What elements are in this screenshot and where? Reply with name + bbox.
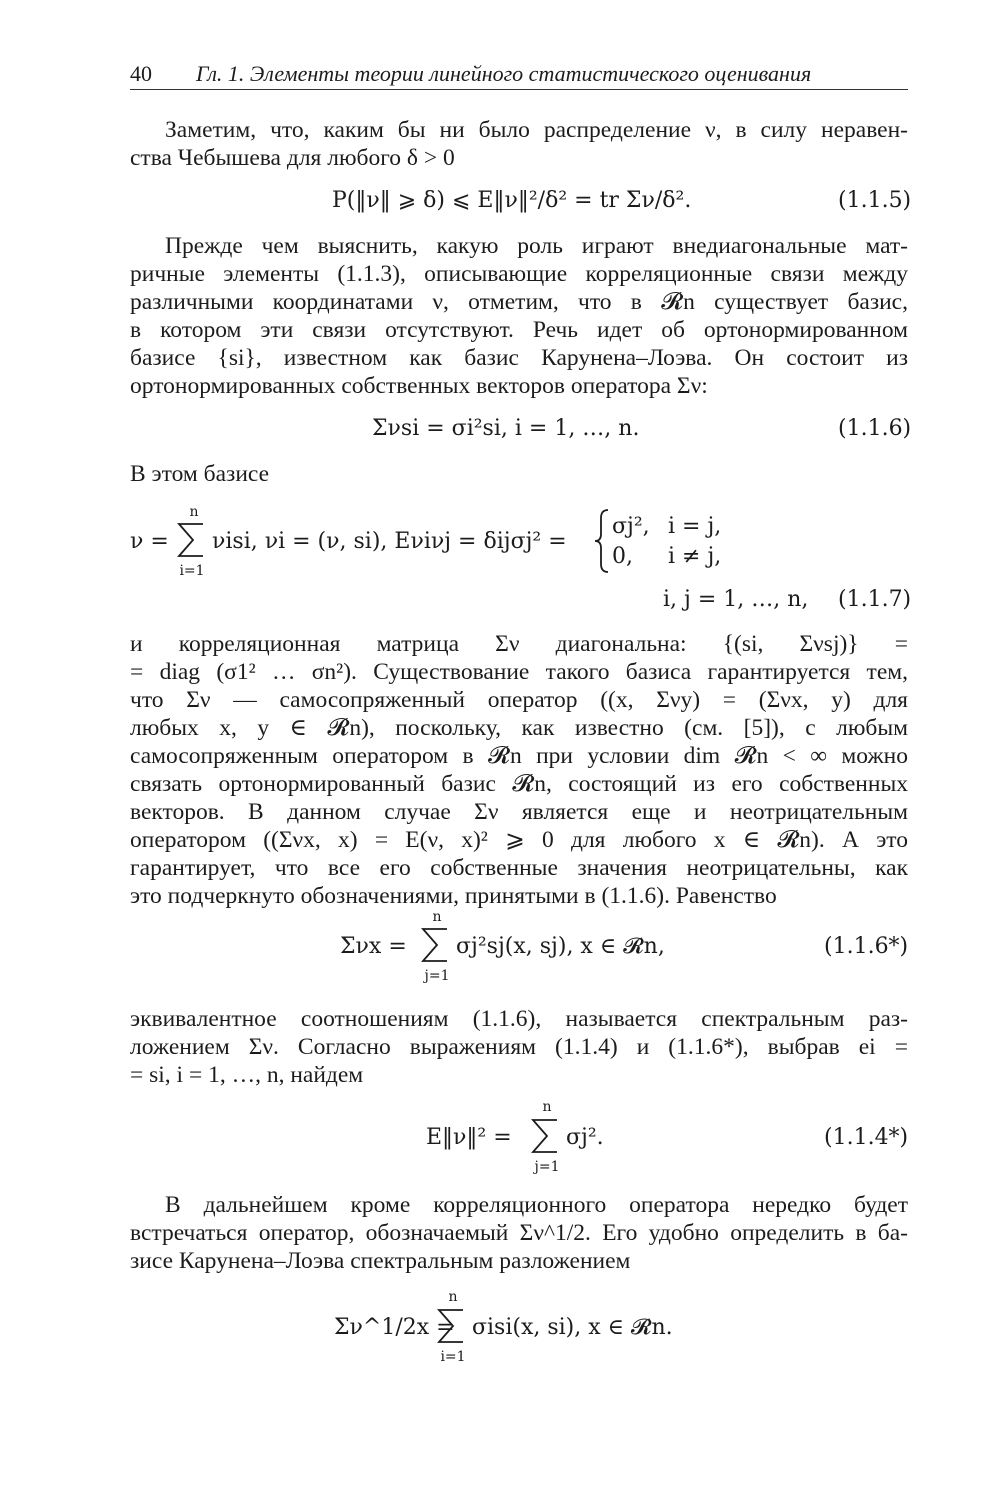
text-line: ложением Σν. Согласно выражениям (1.1.4) и (1.1.6*), выбрав ei = [130, 1034, 908, 1060]
sum-lower-limit: j=1 [424, 968, 450, 984]
text-line: В дальнейшем кроме корреляционного оператора нередко будет [165, 1192, 908, 1218]
text-line: векторов. В данном случае Σν является еще и неотрицательным [130, 799, 908, 825]
sum-sign-icon [176, 521, 206, 559]
text-line: оператором ((Σνx, x) = E(ν, x)² ⩾ 0 для любого x ∈ 𝓡n). А это [130, 827, 908, 853]
sum-sign-icon [420, 926, 450, 964]
text-line: зисе Карунена–Лоэва спектральным разложением [130, 1248, 631, 1274]
sum-sign-icon [436, 1307, 466, 1345]
sum-upper-limit: n [448, 1289, 458, 1305]
running-header: Гл. 1. Элементы теории линейного статистического оценивания [196, 61, 812, 86]
equation-number: (1.1.6*) [824, 934, 909, 959]
equation-lhs: Σνx = [340, 934, 407, 959]
equation-number: (1.1.7) [838, 587, 912, 612]
page-number: 40 [130, 61, 152, 86]
case-value: 0, [612, 544, 633, 569]
text-line: базисе {si}, известном как базис Карунена–Лоэва. Он состоит из [130, 345, 908, 371]
equation-1-1-7: νisi, νi = (ν, si), Eνiνj = δijσj² = [212, 529, 567, 554]
case-condition: i = j, [668, 514, 722, 539]
text-line: что Σν — самосопряженный оператор ((x, Σνy) = (Σνx, y) для [130, 687, 908, 713]
text-line: В этом базисе [130, 461, 270, 487]
sum-upper-limit: n [432, 909, 442, 925]
text-line: различными координатами ν, отметим, что в 𝓡n существует базис, [130, 289, 908, 315]
case-condition: i ≠ j, [668, 544, 722, 569]
sum-lower-limit: i=1 [440, 1349, 466, 1365]
equation-1-1-5: P(‖ν‖ ⩾ δ) ⩽ E‖ν‖²/δ² = tr Σν/δ². [332, 188, 692, 213]
sum-lower-limit: j=1 [534, 1159, 560, 1175]
text-line: и корреляционная матрица Σν диагональна: {(si, Σνsj)} = [130, 631, 908, 657]
header-rule [130, 89, 908, 90]
sum-lower-limit: i=1 [179, 563, 205, 579]
text-line: = diag (σ1² … σn²). Существование такого базиса гарантируется тем, [130, 659, 908, 685]
text-line: самосопряженным оператором в 𝓡n при условии dim 𝓡n < ∞ можно [130, 743, 908, 769]
text-line: связать ортонормированный базис 𝓡n, состоящий из его собственных [130, 771, 908, 797]
equation-1-1-6: Σνsi = σi²si, i = 1, …, n. [372, 416, 640, 441]
sum-upper-limit: n [542, 1099, 552, 1115]
equation-lhs: ν = [130, 529, 169, 554]
text-line: ричные элементы (1.1.3), описывающие корреляционные связи между [130, 261, 908, 287]
equation-tail: i, j = 1, …, n, [663, 587, 809, 612]
text-line: Заметим, что, каким бы ни было распределение ν, в силу неравен- [165, 117, 908, 143]
equation-lhs: Σν^1/2x = [334, 1315, 455, 1340]
text-line: ортонормированных собственных векторов оператора Σν: [130, 373, 708, 399]
text-line: ства Чебышева для любого δ > 0 [130, 145, 455, 171]
equation-1-1-6-star: σj²sj(x, sj), x ∈ 𝓡n, [456, 934, 665, 959]
sum-upper-limit: n [189, 504, 199, 520]
text-line: эквивалентное соотношениям (1.1.6), называется спектральным раз- [130, 1006, 908, 1032]
equation-final: σisi(x, si), x ∈ 𝓡n. [472, 1315, 673, 1340]
equation-1-1-4-star: σj². [566, 1125, 604, 1150]
text-line: гарантирует, что все его собственные значения неотрицательны, как [130, 855, 908, 881]
text-line: = si, i = 1, …, n, найдем [130, 1062, 364, 1088]
curly-brace-icon [593, 508, 611, 574]
sum-sign-icon [530, 1117, 560, 1155]
text-line: это подчеркнуто обозначениями, принятыми в (1.1.6). Равенство [130, 883, 777, 909]
text-line: любых x, y ∈ 𝓡n), поскольку, как известно (см. [5]), с любым [130, 715, 908, 741]
equation-lhs: E‖ν‖² = [426, 1125, 512, 1150]
equation-number: (1.1.4*) [824, 1125, 909, 1150]
text-line: в котором эти связи отсутствуют. Речь идет об ортонормированном [130, 317, 908, 343]
case-value: σj², [612, 514, 650, 539]
text-line: Прежде чем выяснить, какую роль играют внедиагональные мат- [165, 233, 908, 259]
equation-number: (1.1.5) [838, 188, 912, 213]
text-line: встречаться оператор, обозначаемый Σν^1/2. Его удобно определить в ба- [130, 1220, 908, 1246]
equation-number: (1.1.6) [838, 416, 912, 441]
